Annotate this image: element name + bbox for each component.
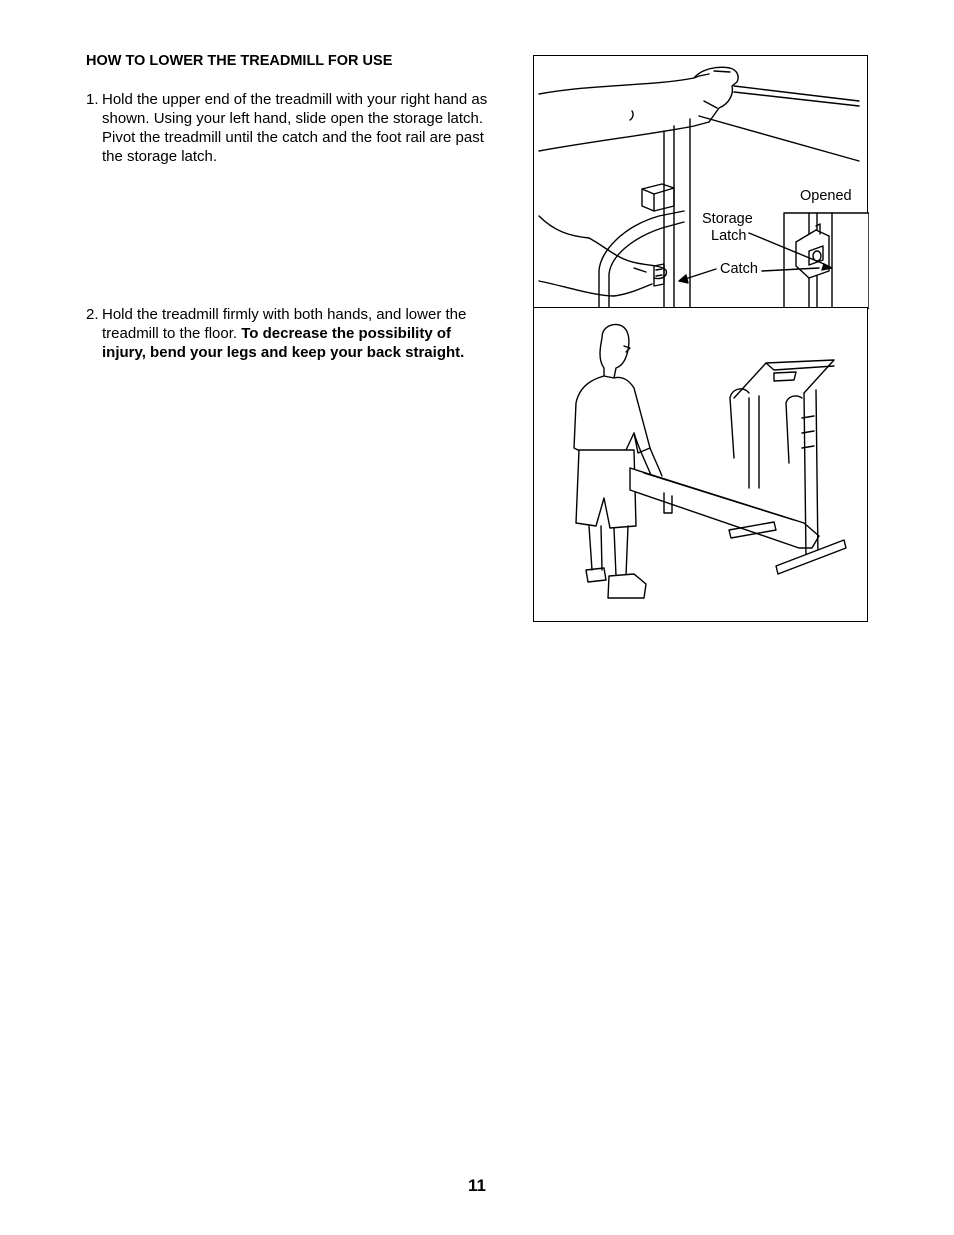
instruction-step-2 bbox=[86, 305, 496, 362]
label-latch: Latch bbox=[711, 228, 747, 244]
step-number: 2. bbox=[86, 306, 99, 323]
instruction-step-1 bbox=[86, 90, 496, 166]
lowering-treadmill-illustration bbox=[534, 308, 869, 623]
step-text: Hold the treadmill firmly with both hands, and lower the treadmill to the floor. bbox=[102, 306, 467, 342]
figure-lowering-treadmill bbox=[533, 307, 868, 622]
step-text-container bbox=[86, 305, 496, 362]
figure-storage-latch bbox=[533, 55, 868, 308]
label-catch: Catch bbox=[720, 261, 758, 277]
storage-latch-illustration bbox=[534, 56, 869, 309]
page-number: 11 bbox=[468, 1176, 486, 1195]
step-warning-text: To decrease the possibility of injury, bend your legs and keep your back straight. bbox=[102, 325, 465, 361]
label-opened: Opened bbox=[800, 188, 852, 204]
label-storage: Storage bbox=[702, 211, 753, 227]
section-heading: HOW TO LOWER THE TREADMILL FOR USE bbox=[86, 53, 393, 69]
step-text: Hold the upper end of the treadmill with your right hand as shown. Using your left hand, slide open the storage latch. Pivot the treadmill until the catch and the foot rail are past the storage latch. bbox=[102, 91, 488, 165]
step-number: 1. bbox=[86, 91, 99, 108]
